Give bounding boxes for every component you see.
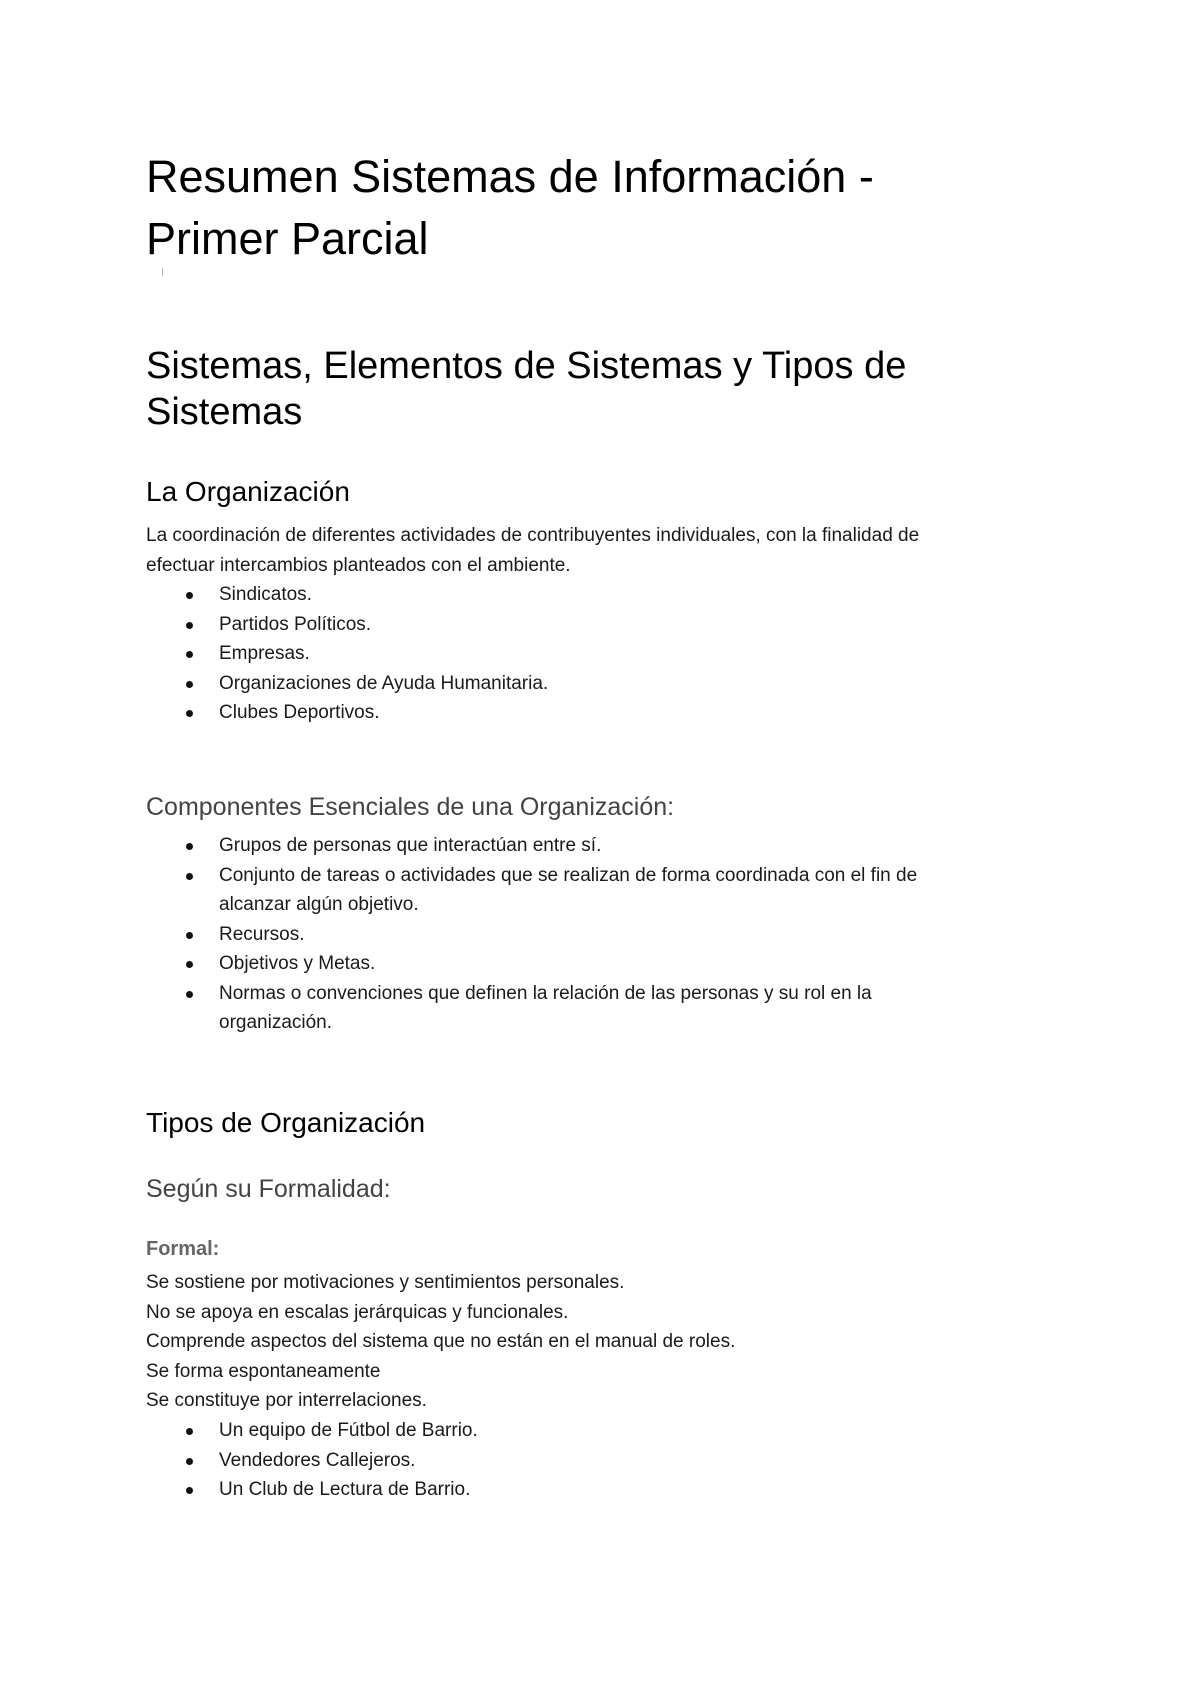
list-item: Un equipo de Fútbol de Barrio.: [146, 1416, 1076, 1446]
paragraph-line: La coordinación de diferentes actividades de contribuyentes individuales, con la finalidad de: [146, 525, 920, 546]
title-line: Primer Parcial: [146, 213, 429, 264]
paragraph-line: efectuar intercambios planteados con el ambiente.: [146, 554, 571, 576]
list-item: Un Club de Lectura de Barrio.: [146, 1475, 1076, 1505]
formal-examples-list: [146, 1416, 1076, 1505]
document-title: [146, 146, 874, 270]
list-item: Vendedores Callejeros.: [146, 1446, 1076, 1476]
list-item: Clubes Deportivos.: [146, 698, 1076, 728]
list-item: Conjunto de tareas o actividades que se realizan de forma coordinada con el fin de alcanzar algún objetivo.: [146, 861, 1076, 920]
componentes-list: [146, 831, 1076, 1038]
heading-formal: Formal:: [146, 1238, 220, 1260]
paragraph-line: No se apoya en escalas jerárquicas y funcionales.: [146, 1301, 569, 1323]
heading-line: Sistemas: [146, 391, 303, 433]
organizacion-definition: [146, 521, 1076, 580]
heading-la-organizacion: La Organización: [146, 476, 350, 507]
list-item: Organizaciones de Ayuda Humanitaria.: [146, 669, 1076, 699]
title-line: Resumen Sistemas de Información -: [146, 151, 874, 202]
heading-line: Sistemas, Elementos de Sistemas y Tipos de: [146, 345, 907, 387]
text-cursor-mark: [162, 268, 163, 276]
organizacion-examples-list: [146, 580, 1076, 728]
paragraph-line: Se constituye por interrelaciones.: [146, 1390, 427, 1411]
list-item: Empresas.: [146, 639, 1076, 669]
list-item: Normas o convenciones que definen la relación de las personas y su rol en la organización.: [146, 979, 1076, 1038]
list-item: Grupos de personas que interactúan entre sí.: [146, 831, 1076, 861]
section-heading-sistemas: [146, 343, 906, 435]
paragraph-line: Se sostiene por motivaciones y sentimientos personales.: [146, 1272, 625, 1293]
list-item: Objetivos y Metas.: [146, 949, 1076, 979]
paragraph-line: Comprende aspectos del sistema que no están en el manual de roles.: [146, 1331, 736, 1352]
heading-segun-formalidad: Según su Formalidad:: [146, 1175, 391, 1203]
list-item: Sindicatos.: [146, 580, 1076, 610]
list-item: Recursos.: [146, 920, 1076, 950]
paragraph-line: Se forma espontaneamente: [146, 1360, 381, 1382]
list-item: Partidos Políticos.: [146, 610, 1076, 640]
heading-tipos-de-organizacion: Tipos de Organización: [146, 1107, 426, 1138]
heading-componentes: Componentes Esenciales de una Organización:: [146, 793, 675, 821]
formal-description: [146, 1268, 1076, 1416]
